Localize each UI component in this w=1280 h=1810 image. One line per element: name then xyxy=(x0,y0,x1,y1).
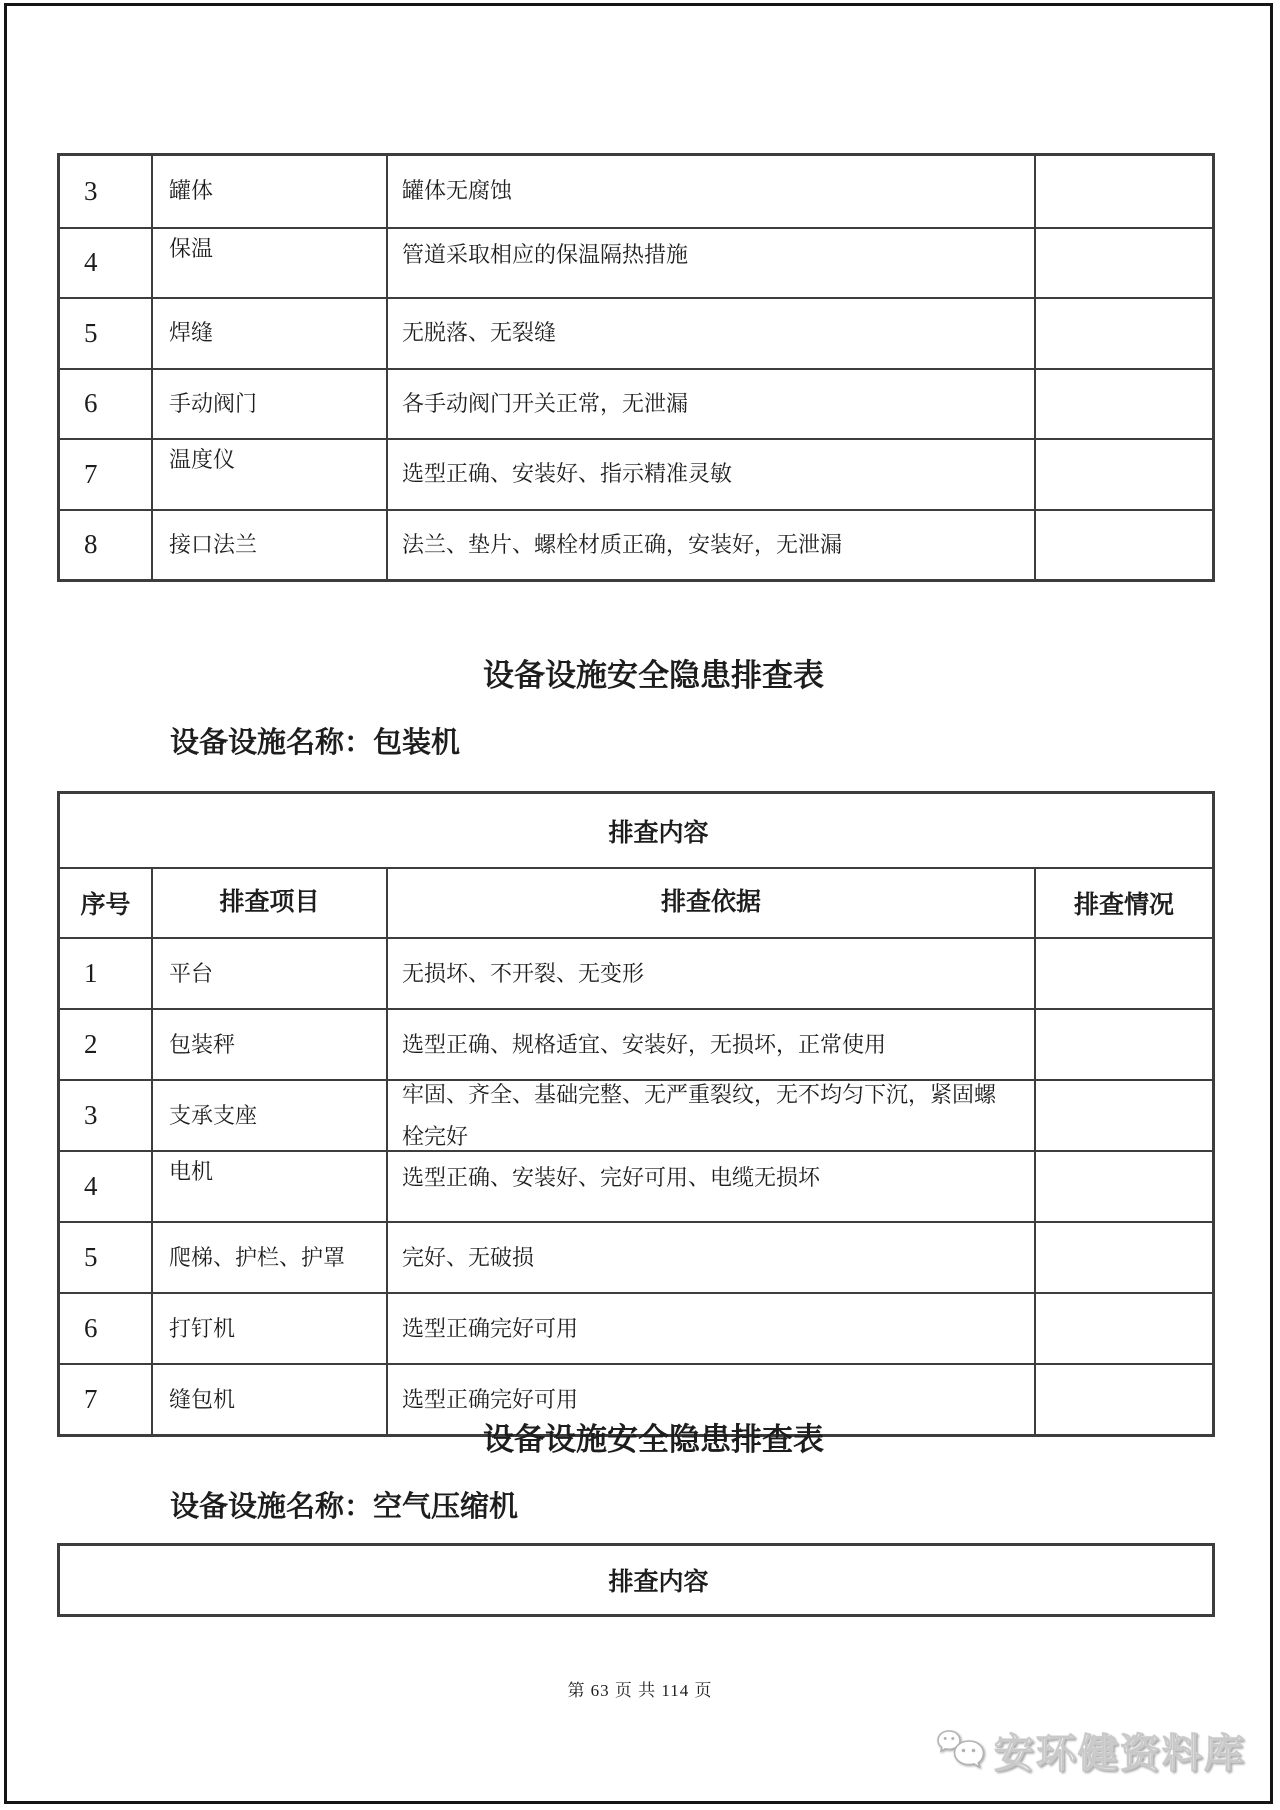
col-header-item: 排查项目 xyxy=(151,869,386,937)
status-cell xyxy=(1034,440,1212,509)
row-number-cell: 4 xyxy=(84,1171,98,1201)
table-row xyxy=(60,1079,1212,1150)
basis-cell: 牢固、齐全、基础完整、无严重裂纹，无不均匀下沉，紧固螺栓完好 xyxy=(386,1081,1034,1150)
status-cell xyxy=(1034,1081,1212,1150)
table-row xyxy=(60,438,1212,509)
row-number-cell: 4 xyxy=(84,247,98,278)
basis-cell: 法兰、垫片、螺栓材质正确，安装好，无泄漏 xyxy=(386,511,1034,580)
status-cell xyxy=(1034,1223,1212,1292)
item-cell: 支承支座 xyxy=(151,1081,386,1150)
section3-subtitle: 设备设施名称：空气压缩机 xyxy=(170,1491,519,1523)
chat-bubbles-logo-icon xyxy=(936,1729,988,1773)
item-cell: 缝包机 xyxy=(151,1365,386,1434)
section3-title: 设备设施安全隐患排查表 xyxy=(483,1422,824,1457)
status-cell xyxy=(1034,1152,1212,1221)
content-header: 排查内容 xyxy=(608,819,709,847)
inspection-table-continued xyxy=(57,153,1215,582)
col-header-no: 序号 xyxy=(80,892,131,919)
row-number-cell: 6 xyxy=(84,1313,98,1343)
status-cell xyxy=(1034,939,1212,1008)
col-header-status: 排查情况 xyxy=(1034,869,1212,937)
basis-cell: 选型正确、规格适宜、安装好，无损坏，正常使用 xyxy=(386,1010,1034,1079)
basis-cell: 完好、无破损 xyxy=(386,1223,1034,1292)
row-number-cell: 7 xyxy=(84,458,98,489)
item-cell: 保温 xyxy=(151,229,386,298)
row-number-cell: 8 xyxy=(84,529,98,560)
column-header-row xyxy=(60,867,1212,937)
item-cell: 罐体 xyxy=(151,156,386,227)
page-number: 第 63 页 共 114 页 xyxy=(567,1681,713,1700)
row-number-cell: 2 xyxy=(84,1029,98,1059)
col-header-basis: 排查依据 xyxy=(386,869,1034,937)
row-number-cell: 5 xyxy=(84,1242,98,1272)
inspection-table-packaging-machine xyxy=(57,791,1215,1437)
status-cell xyxy=(1034,1010,1212,1079)
table-row xyxy=(60,509,1212,580)
table-row xyxy=(60,1221,1212,1292)
status-cell xyxy=(1034,370,1212,439)
table-row xyxy=(60,1292,1212,1363)
item-cell: 打钉机 xyxy=(151,1294,386,1363)
basis-cell: 选型正确完好可用 xyxy=(386,1365,1034,1434)
table-row xyxy=(60,1150,1212,1221)
item-cell: 爬梯、护栏、护罩 xyxy=(151,1223,386,1292)
row-number-cell: 3 xyxy=(84,1100,98,1130)
item-cell: 手动阀门 xyxy=(151,370,386,439)
watermark-text: 安环健资料库 xyxy=(994,1731,1246,1776)
item-cell: 平台 xyxy=(151,939,386,1008)
item-cell: 接口法兰 xyxy=(151,511,386,580)
basis-cell: 各手动阀门开关正常，无泄漏 xyxy=(386,370,1034,439)
status-cell xyxy=(1034,1294,1212,1363)
table-row xyxy=(60,156,1212,227)
watermark xyxy=(936,1722,1246,1779)
item-cell: 电机 xyxy=(151,1152,386,1221)
status-cell xyxy=(1034,229,1212,298)
status-cell xyxy=(1034,156,1212,227)
inspection-table-air-compressor xyxy=(57,1543,1215,1617)
section2-title: 设备设施安全隐患排查表 xyxy=(483,658,824,693)
basis-cell: 罐体无腐蚀 xyxy=(386,156,1034,227)
row-number-cell: 7 xyxy=(84,1384,98,1414)
content-header: 排查内容 xyxy=(608,1569,709,1596)
basis-cell: 选型正确、安装好、完好可用、电缆无损坏 xyxy=(386,1152,1034,1221)
table-row xyxy=(60,1008,1212,1079)
basis-cell: 选型正确、安装好、指示精准灵敏 xyxy=(386,440,1034,509)
status-cell xyxy=(1034,299,1212,368)
row-number-cell: 1 xyxy=(84,958,98,988)
status-cell xyxy=(1034,511,1212,580)
table-row xyxy=(60,368,1212,439)
table-row xyxy=(60,297,1212,368)
item-cell: 包装秤 xyxy=(151,1010,386,1079)
row-number-cell: 3 xyxy=(84,175,98,206)
item-cell: 焊缝 xyxy=(151,299,386,368)
section2-subtitle: 设备设施名称：包装机 xyxy=(170,727,461,759)
table-row xyxy=(60,227,1212,298)
basis-cell: 无损坏、不开裂、无变形 xyxy=(386,939,1034,1008)
table-row xyxy=(60,937,1212,1008)
row-number-cell: 6 xyxy=(84,388,98,419)
row-number-cell: 5 xyxy=(84,317,98,348)
basis-cell: 选型正确完好可用 xyxy=(386,1294,1034,1363)
basis-cell: 无脱落、无裂缝 xyxy=(386,299,1034,368)
basis-cell: 管道采取相应的保温隔热措施 xyxy=(386,229,1034,298)
item-cell: 温度仪 xyxy=(151,440,386,509)
